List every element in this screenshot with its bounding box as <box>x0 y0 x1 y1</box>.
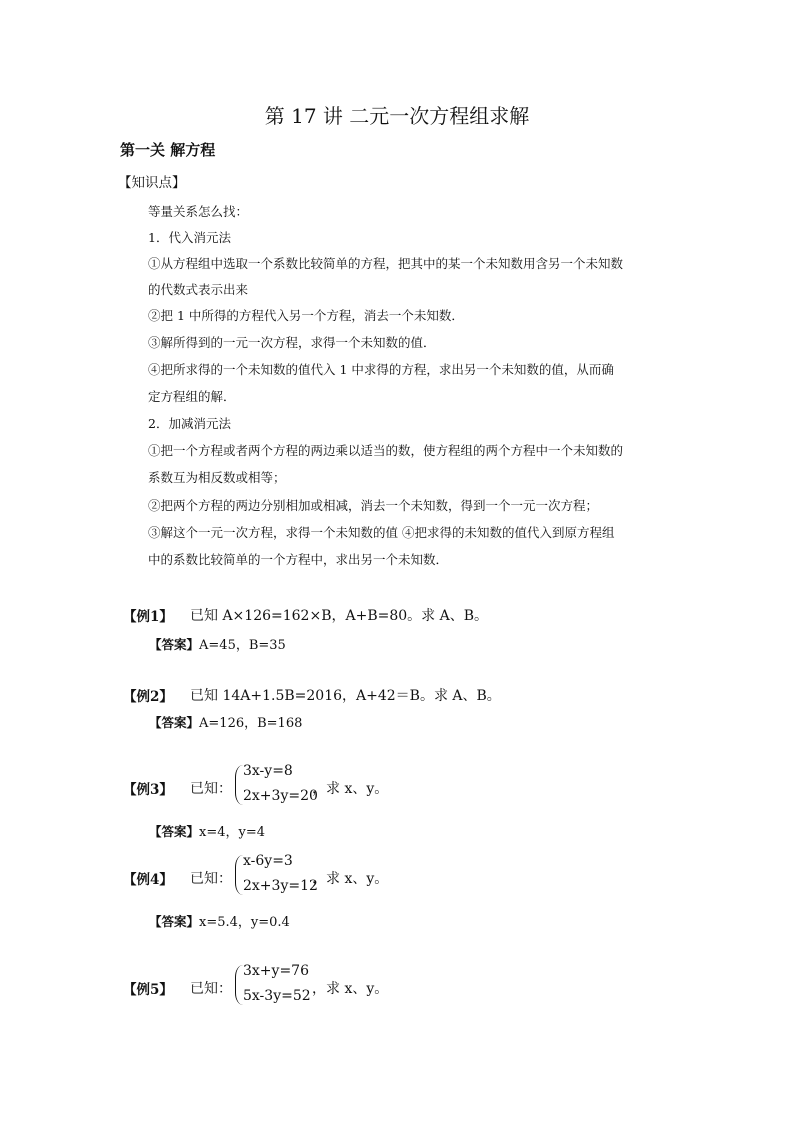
answer-value: x=4，y=4 <box>199 825 266 840</box>
knowledge-line: 等量关系怎么找： <box>148 204 249 219</box>
answer-label: 【答案】 <box>149 637 200 652</box>
knowledge-line: ②把两个方程的两边分别相加或相减，消去一个未知数，得到一个一元一次方程； <box>148 498 599 513</box>
knowledge-line: 中的系数比较简单的一个方程中，求出另一个未知数． <box>148 552 449 567</box>
example-label: 【例5】 <box>123 982 173 998</box>
example-label: 【例1】 <box>123 609 173 625</box>
equation-2: 2x+3y=20 <box>243 788 318 804</box>
section-heading: 第一关 解方程 <box>120 141 216 159</box>
example-answer <box>149 712 302 731</box>
example-prefix: 已知： <box>190 981 232 997</box>
knowledge-line: 的代数式表示出来 <box>148 282 249 297</box>
knowledge-line: 1．代入消元法 <box>148 230 231 245</box>
equation-2: 5x-3y=52 <box>243 988 311 1004</box>
example-text: 已知 A×126=162×B，A+B=80。求 A、B。 <box>190 608 489 624</box>
example-prefix: 已知： <box>190 781 232 797</box>
example-suffix: ，求 x、y。 <box>312 871 389 887</box>
example-answer <box>149 634 286 653</box>
knowledge-line: ②把 1 中所得的方程代入另一个方程，消去一个未知数． <box>148 308 464 323</box>
knowledge-line: ③解这个一元一次方程，求得一个未知数的值 ④把求得的未知数的值代入到原方程组 <box>148 525 615 540</box>
example-suffix: ，求 x、y。 <box>312 981 389 997</box>
equation-1: 3x+y=76 <box>243 963 309 979</box>
page-title: 第 17 讲 二元一次方程组求解 <box>264 104 530 128</box>
example-prefix: 已知： <box>190 871 232 887</box>
example-answer <box>149 911 290 930</box>
example-label: 【例3】 <box>123 782 173 798</box>
example-label: 【例2】 <box>123 689 173 705</box>
example-text: 已知 14A+1.5B=2016，A+42＝B。求 A、B。 <box>190 688 501 704</box>
example-label: 【例4】 <box>123 872 173 888</box>
example-suffix: ，求 x、y。 <box>312 781 389 797</box>
knowledge-label: 【知识点】 <box>118 175 186 191</box>
example-answer <box>149 821 265 840</box>
knowledge-line: ①从方程组中选取一个系数比较简单的方程，把其中的某一个未知数用含另一个未知数 <box>148 256 624 271</box>
answer-label: 【答案】 <box>149 715 200 730</box>
answer-value: A=126，B=168 <box>199 716 303 731</box>
knowledge-line: ③解所得到的一元一次方程，求得一个未知数的值． <box>148 335 436 350</box>
equation-1: x-6y=3 <box>243 853 293 869</box>
answer-label: 【答案】 <box>149 824 200 839</box>
answer-value: A=45，B=35 <box>199 638 286 653</box>
knowledge-line: ①把一个方程或者两个方程的两边乘以适当的数，使方程组的两个方程中一个未知数的 <box>148 443 624 458</box>
knowledge-line: 2．加减消元法 <box>148 416 231 431</box>
equation-1: 3x-y=8 <box>243 763 293 779</box>
answer-value: x=5.4，y=0.4 <box>199 915 290 930</box>
knowledge-line: ④把所求得的一个未知数的值代入 1 中求得的方程，求出另一个未知数的值，从而确 <box>148 362 614 377</box>
knowledge-line: 系数互为相反数或相等； <box>148 470 286 485</box>
equation-2: 2x+3y=12 <box>243 878 318 894</box>
knowledge-line: 定方程组的解． <box>148 389 236 404</box>
answer-label: 【答案】 <box>149 914 200 929</box>
